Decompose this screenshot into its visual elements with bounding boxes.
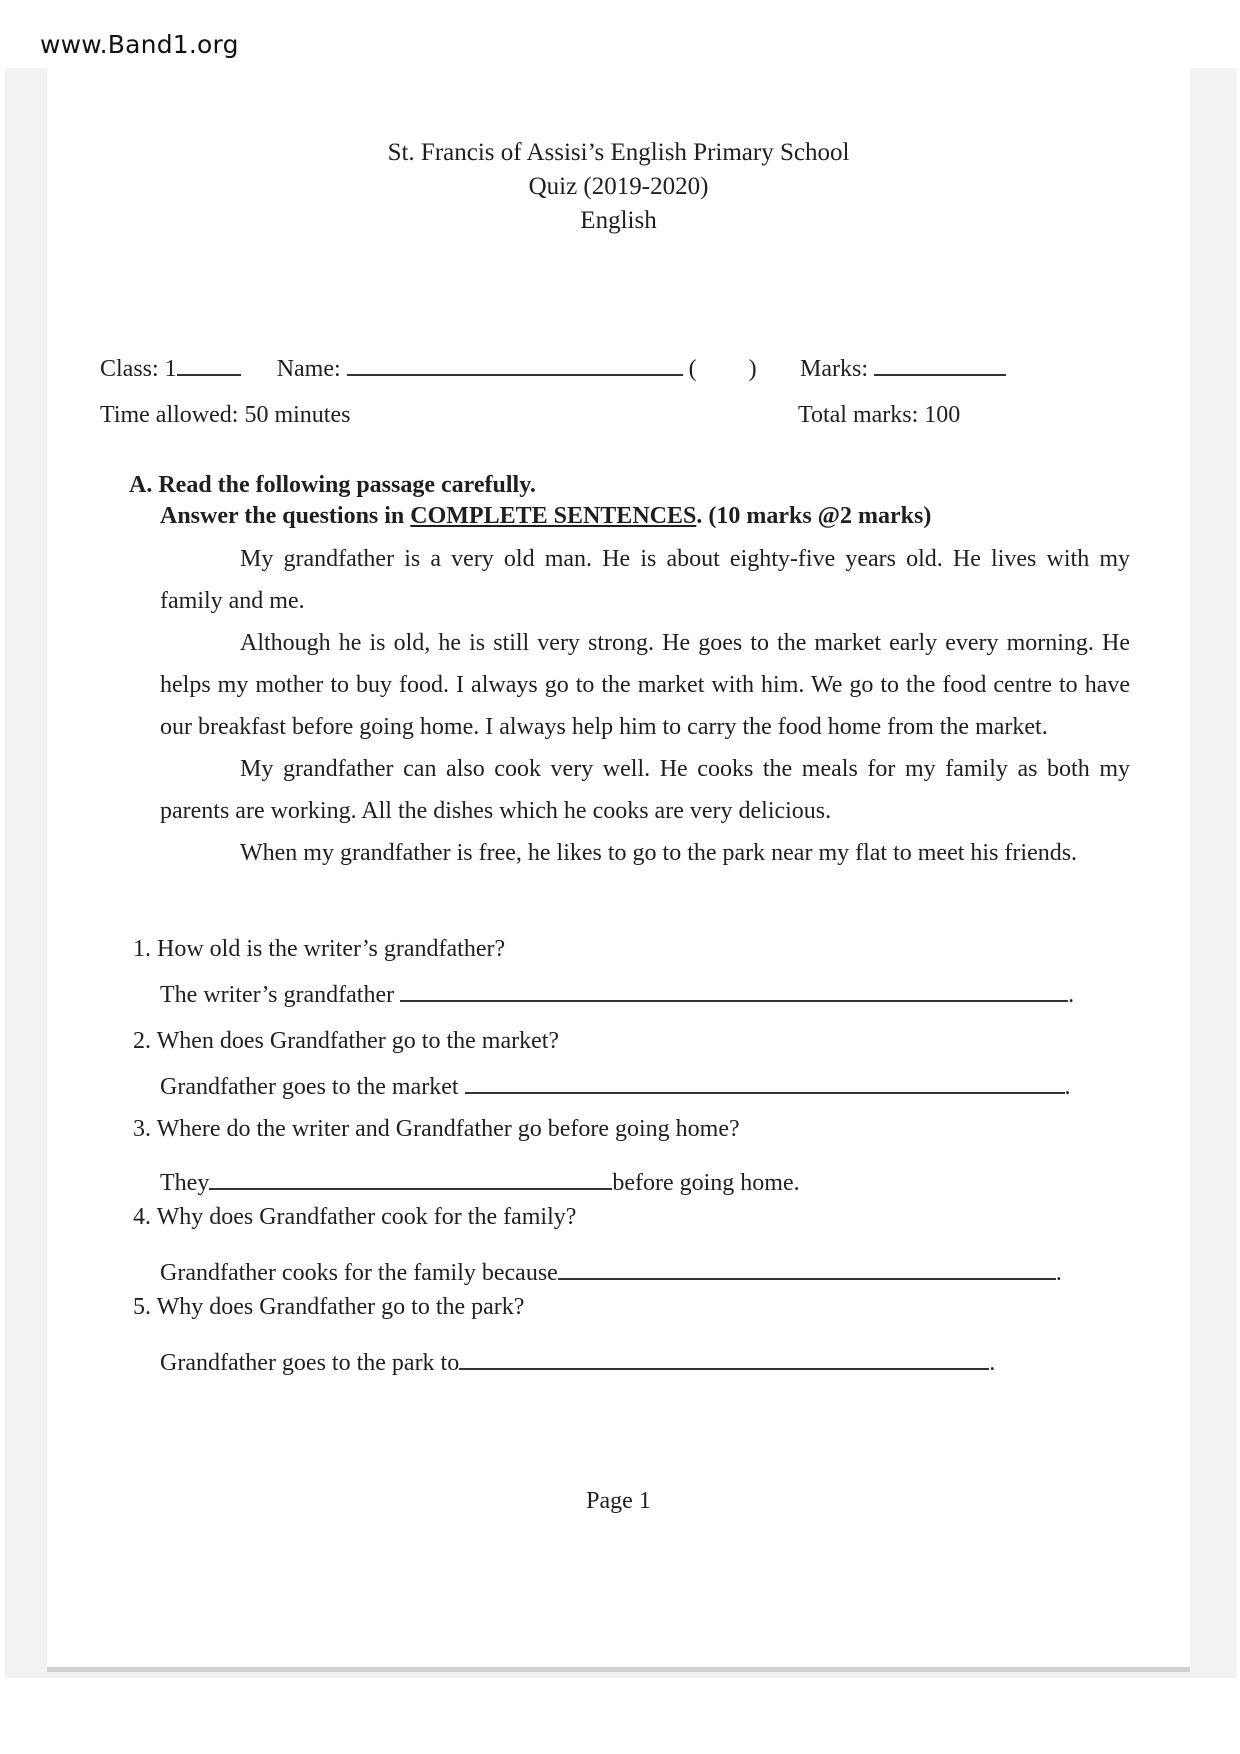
marks-blank[interactable] — [874, 354, 1006, 376]
instruction-emphasis: COMPLETE SENTENCES — [410, 503, 697, 529]
section-a-title: A. Read the following passage carefully. — [129, 472, 536, 498]
answer-4-prefix: Grandfather cooks for the family because — [160, 1260, 558, 1286]
question-2: 2. When does Grandfather go to the market? — [133, 1028, 560, 1054]
section-a-instruction — [160, 503, 931, 530]
passage-paragraph: My grandfather can also cook very well. He cooks the meals for my family as both my parents are working. All the dishes which he cooks are very delicious. — [160, 756, 1130, 824]
answer-2-line — [160, 1072, 1071, 1101]
student-info-row — [100, 354, 757, 383]
document-header — [47, 136, 1190, 238]
page-bottom-edge — [47, 1667, 1190, 1672]
instruction-prefix: Answer the questions in — [160, 503, 411, 529]
answer-5-prefix: Grandfather goes to the park to — [160, 1350, 460, 1376]
answer-4-suffix: . — [1055, 1260, 1062, 1286]
subject-title: English — [580, 207, 657, 234]
site-url-watermark: www.Band1.org — [40, 30, 239, 59]
index-paren-open: ( — [688, 356, 697, 382]
answer-2-suffix: . — [1064, 1074, 1071, 1100]
school-name: St. Francis of Assisi’s English Primary School — [387, 139, 850, 166]
question-4: 4. Why does Grandfather cook for the family? — [133, 1204, 577, 1230]
answer-3-blank[interactable] — [209, 1168, 612, 1190]
class-label: Class: 1 — [100, 356, 177, 382]
answer-1-line — [160, 980, 1074, 1009]
passage-paragraph: My grandfather is a very old man. He is about eighty-five years old. He lives with my family and me. — [160, 546, 1130, 614]
answer-5-line — [160, 1348, 995, 1377]
time-allowed: Time allowed: 50 minutes — [100, 402, 351, 428]
quiz-title: Quiz (2019-2020) — [528, 173, 709, 200]
reading-passage — [160, 538, 1130, 874]
page-number: Page 1 — [586, 1488, 651, 1514]
name-label: Name: — [276, 356, 341, 382]
answer-3-prefix: They — [160, 1170, 210, 1196]
instruction-suffix: . (10 marks @2 marks) — [696, 503, 932, 529]
answer-5-suffix: . — [989, 1350, 996, 1376]
answer-4-blank[interactable] — [558, 1258, 1056, 1280]
marks-label: Marks: — [800, 356, 868, 382]
answer-2-blank[interactable] — [465, 1072, 1065, 1094]
answer-3-line — [160, 1168, 800, 1197]
marks-row — [800, 354, 1006, 383]
class-blank[interactable] — [177, 354, 241, 376]
answer-1-suffix: . — [1068, 982, 1075, 1008]
question-1: 1. How old is the writer’s grandfather? — [133, 936, 506, 962]
answer-2-prefix: Grandfather goes to the market — [160, 1074, 465, 1100]
answer-3-suffix: before going home. — [612, 1170, 800, 1196]
question-5: 5. Why does Grandfather go to the park? — [133, 1294, 525, 1320]
passage-paragraph: Although he is old, he is still very strong. He goes to the market early every morning. He helps my mother to buy food. I always go to the market with him. We go to the food centre to have our breakfast before going home. I always help him to carry the food home from the market. — [160, 630, 1130, 740]
answer-1-blank[interactable] — [400, 980, 1068, 1002]
answer-4-line — [160, 1258, 1062, 1287]
index-paren-close: ) — [748, 356, 757, 382]
document-page — [47, 68, 1190, 1668]
question-3: 3. Where do the writer and Grandfather go before going home? — [133, 1116, 740, 1142]
passage-paragraph: When my grandfather is free, he likes to go to the park near my flat to meet his friends. — [240, 840, 1078, 866]
answer-1-prefix: The writer’s grandfather — [160, 982, 401, 1008]
total-marks: Total marks: 100 — [798, 402, 961, 428]
name-blank[interactable] — [347, 354, 683, 376]
answer-5-blank[interactable] — [459, 1348, 989, 1370]
